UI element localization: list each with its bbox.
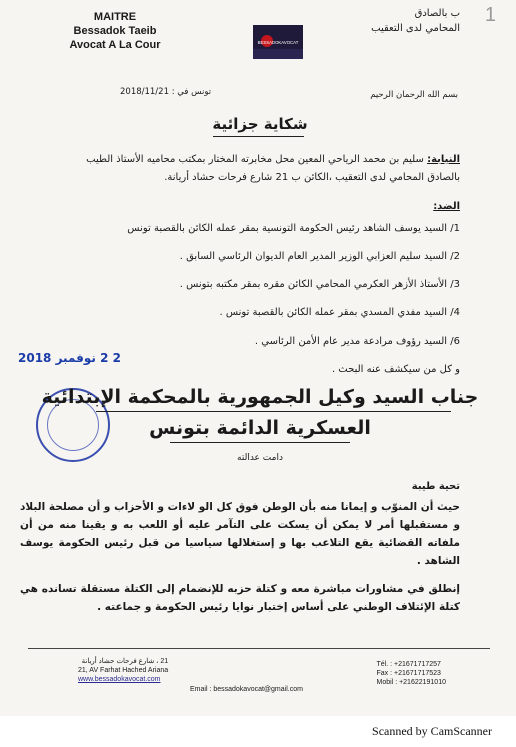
footer-mobile: Mobil : +21622191010 (376, 679, 446, 686)
page-number: 1 (484, 4, 496, 26)
letterhead-name: Bessadok Taeib (73, 25, 157, 37)
prosecution-block (60, 151, 460, 187)
scanner-label: Scanned by CamScanner (372, 724, 492, 738)
document-date: تونس في : 2018/11/21 (120, 87, 212, 97)
defendant-2: 2/ السيد سليم العزابي الوزير المدير العام الديوان الرئاسي السابق . (179, 251, 460, 262)
defendant-4: 4/ السيد مفدي المسدي بمقر عمله الكائن بالقصبة تونس . (219, 307, 460, 318)
scanner-bar (0, 716, 516, 747)
addressee-underline-1 (96, 411, 451, 412)
defendant-1: 1/ السيد يوسف الشاهد رئيس الحكومة التونسية بمقر عمله الكائن بالقصبة تونس (127, 223, 460, 234)
footer-address (78, 657, 168, 684)
prosecution-label: النيابة: (427, 154, 460, 165)
footer-email: Email : bessadokavocat@gmail.com (190, 686, 303, 693)
footer-tel: Tél. : +21671717257 (376, 661, 441, 668)
letterhead-title: MAITRE (93, 11, 137, 23)
footer-contacts (377, 660, 446, 687)
addressee-line-1: جناب السيد وكيل الجمهورية بالمحكمة الإبتدائية (41, 386, 479, 408)
defendants-label: الضد: (433, 201, 460, 212)
salutation: دامت عدالته (237, 453, 283, 463)
footer-fax: Fax : +21671717523 (376, 670, 441, 677)
paragraph-2: إنطلق في مشاورات مباشرة معه و كتلة حزبه للإنضمام إلى الكتلة مستقلة تسانده هي كتلة الإئتلاف الوطني على أساس إختبار نوايا رئيس الحكومة و جماعته . (20, 583, 460, 613)
prosecution-text: سليم بن محمد الرياحي المعين محل مخابرته المختار بمكتب محاميه الأستاذ الطيب بالصادق المحامي لدى التعقيب ،الكائن ب 21 شارع فرحات حشاد أريانة. (86, 154, 460, 183)
logo-text: BESSADOKAVOCAT (257, 40, 299, 45)
defendant-3: 3/ الأستاذ الأزهر العكرمي المحامي الكائن مقره بمقر مكتبه بتونس . (179, 279, 460, 290)
greeting: تحية طيبة (411, 481, 460, 492)
defendants-closing: و كل من سيكشف عنه البحث . (331, 364, 460, 375)
letterhead-role: Avocat A La Cour (69, 39, 161, 51)
letterhead-right-name: ب بالصادق (414, 8, 460, 19)
letterhead-right-role: المحامي لدى التعقيب (371, 23, 460, 34)
basmala: بسم الله الرحمان الرحيم (370, 90, 458, 100)
letterhead-left (55, 10, 175, 52)
title-underline (213, 136, 304, 137)
page-title: شكاية جزائية (212, 115, 308, 133)
footer-address-fr: 21, AV Farhat Hached Ariana (78, 667, 169, 674)
letterhead-right (340, 6, 460, 36)
firm-logo (253, 25, 303, 59)
addressee-line-2: العسكرية الدائمة بتونس (149, 417, 371, 439)
footer-address-ar: 21 ، شارع فرحات حشاد أريانة (81, 658, 169, 665)
received-stamp-date: 2 2 نوفمبر 2018 (18, 351, 121, 365)
defendant-5: 6/ السيد رؤوف مرادعة مدير عام الأمن الرئاسي . (254, 336, 460, 347)
paragraph-1: حيث أن المنوّب و إيمانا منه بأن الوطن فوق كل الو لاءات و الأحزاب و أن مصلحة البلاد و مستقبلها أمر لا يمكن أن يسكت على التآمر عليه أو اللعب به و يقينا منه من أن ملفاته القضائية يقع التلاعب بها و إستغلالها سياسيا من قبل رئيس الحكومة يوسف الشاهد . (20, 501, 460, 567)
footer-divider (28, 648, 490, 649)
footer-website-link[interactable]: www.bessadokavocat.com (78, 676, 161, 683)
addressee-underline-2 (170, 442, 350, 443)
